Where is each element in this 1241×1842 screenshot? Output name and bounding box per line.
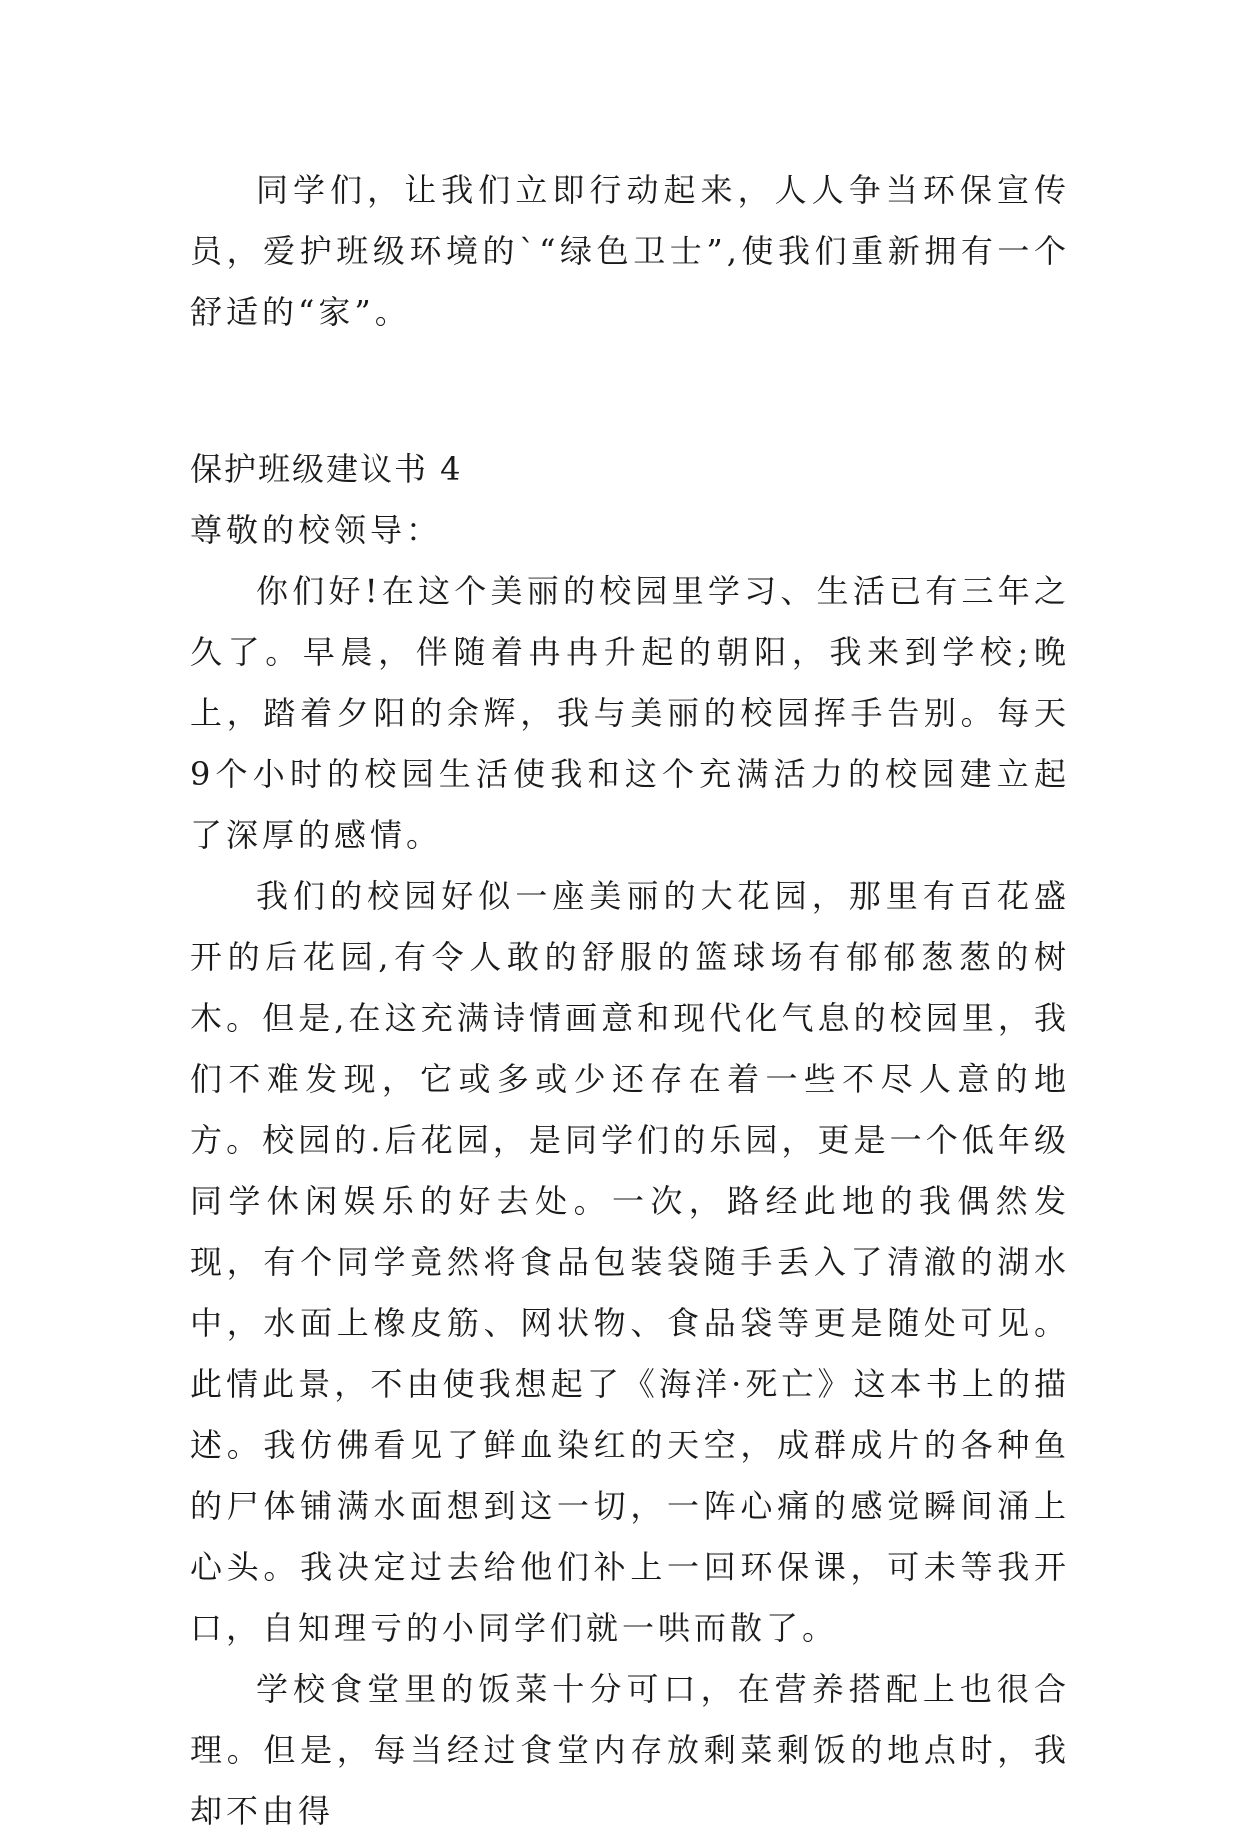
document-body	[190, 160, 1070, 1842]
section-gap	[190, 343, 1070, 439]
section-title: 保护班级建议书 4	[190, 450, 463, 488]
intro-paragraph: 同学们，让我们立即行动起来，人人争当环保宣传员，爱护班级环境的`“绿色卫士”,使我们重新拥有一个舒适的“家”。	[190, 171, 1070, 331]
body-paragraph-1: 你们好!在这个美丽的校园里学习、生活已有三年之久了。早晨，伴随着冉冉升起的朝阳，我来到学校;晚上，踏着夕阳的余辉，我与美丽的校园挥手告别。每天9个小时的校园生活使我和这个充满活力的校园建立起了深厚的感情。	[190, 572, 1070, 854]
body-paragraph-2: 我们的校园好似一座美丽的大花园，那里有百花盛开的后花园,有令人敢的舒服的篮球场有郁郁葱葱的树木。但是,在这充满诗情画意和现代化气息的校园里，我们不难发现，它或多或少还存在着一些不尽人意的地方。校园的.后花园，是同学们的乐园，更是一个低年级同学休闲娱乐的好去处。一次，路经此地的我偶然发现，有个同学竟然将食品包装袋随手丢入了清澈的湖水中，水面上橡皮筋、网状物、食品袋等更是随处可见。此情此景，不由使我想起了《海洋·死亡》这本书上的描述。我仿佛看见了鲜血染红的天空，成群成片的各种鱼的尸体铺满水面想到这一切，一阵心痛的感觉瞬间涌上心头。我决定过去给他们补上一回环保课，可未等我开口，自知理亏的小同学们就一哄而散了。	[190, 877, 1070, 1647]
salutation: 尊敬的校领导：	[190, 511, 443, 549]
body-paragraph-3: 学校食堂里的饭菜十分可口，在营养搭配上也很合理。但是，每当经过食堂内存放剩菜剩饭的地点时，我却不由得	[190, 1670, 1070, 1830]
